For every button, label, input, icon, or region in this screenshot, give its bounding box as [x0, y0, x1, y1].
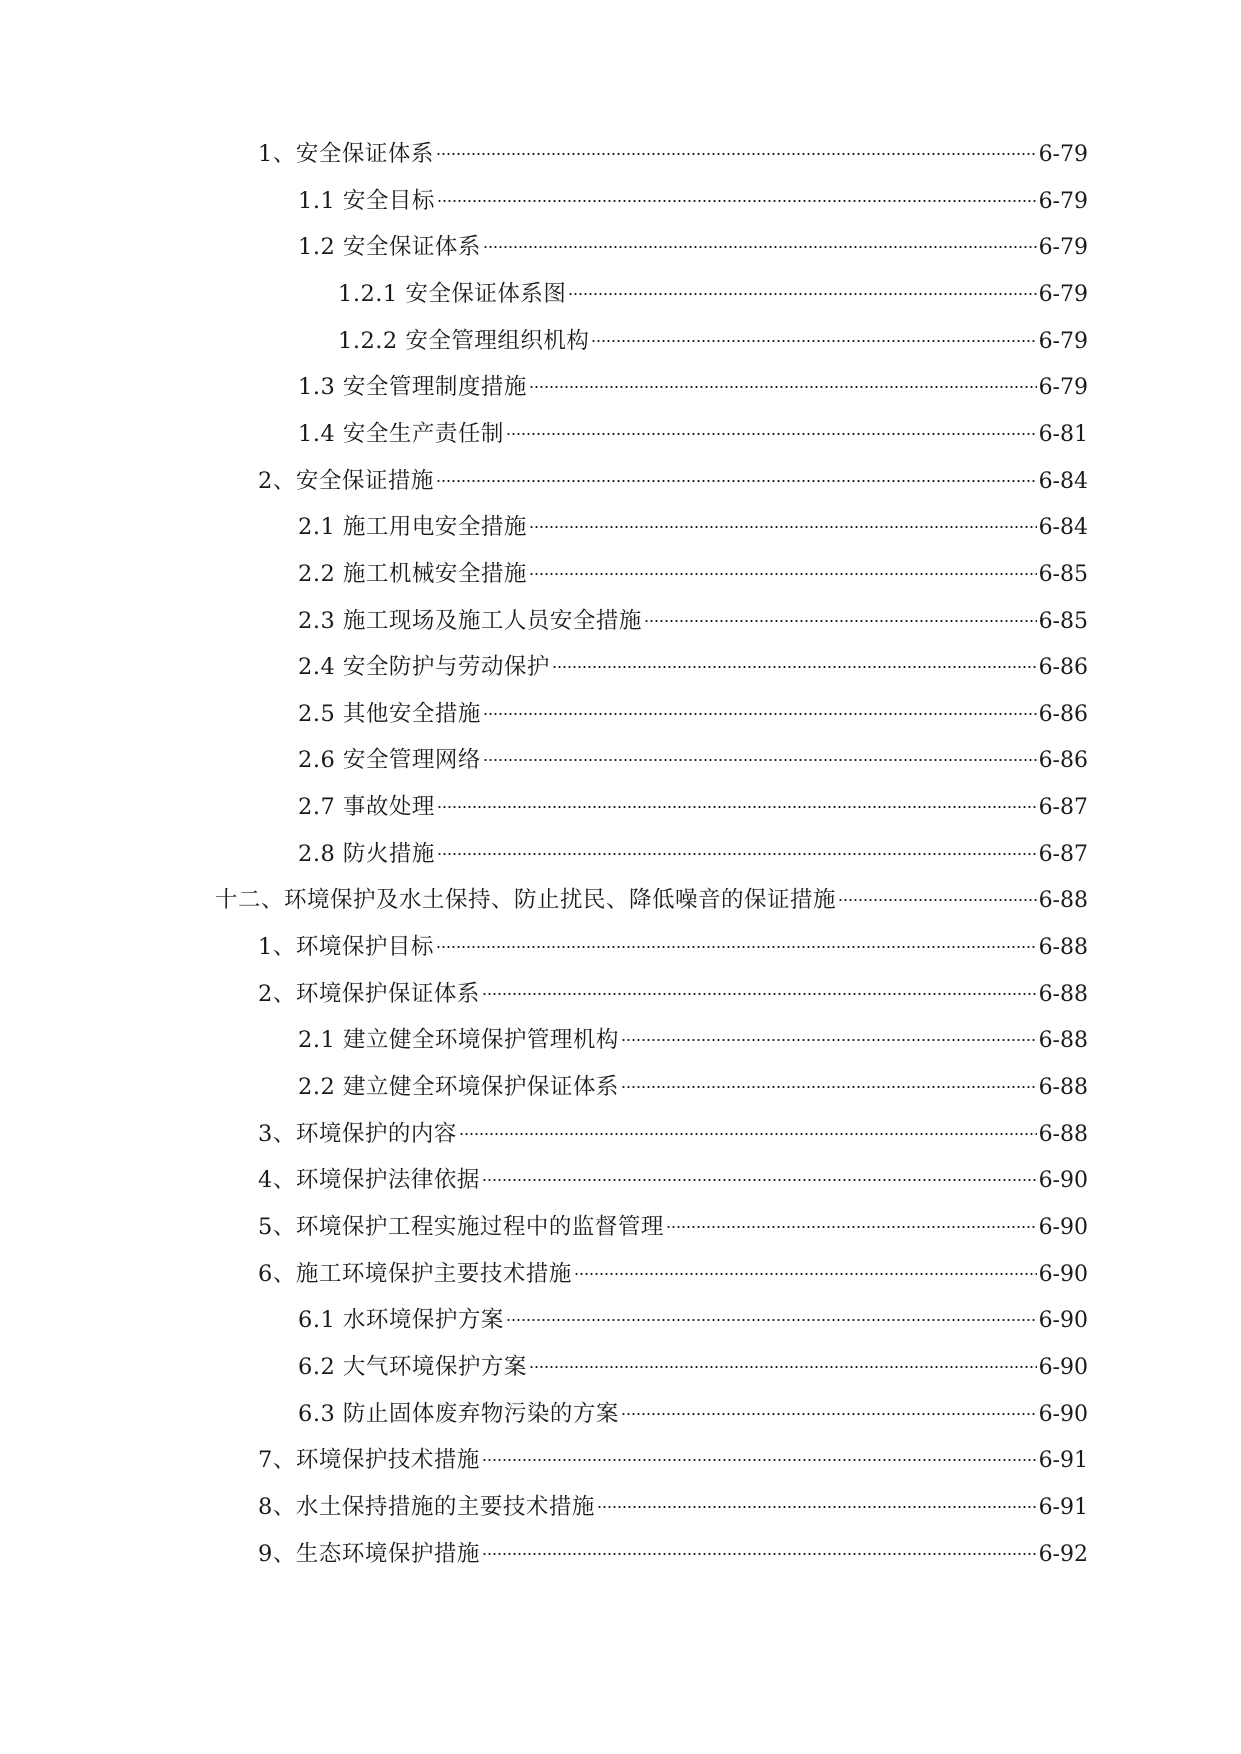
- toc-entry-page-number: 6-90: [1038, 1402, 1088, 1427]
- toc-entry[interactable]: [338, 321, 1088, 361]
- toc-entry-label: 2.1 施工用电安全措施: [298, 514, 527, 540]
- dot-leader: [529, 385, 1037, 389]
- toc-entry-page-number: 6-84: [1038, 515, 1088, 540]
- toc-entry[interactable]: [258, 134, 1088, 174]
- dot-leader: [436, 945, 1037, 949]
- dot-leader: [621, 1412, 1037, 1416]
- toc-entry[interactable]: [298, 787, 1088, 827]
- dot-leader: [666, 1225, 1037, 1229]
- toc-entry-page-number: 6-92: [1038, 1542, 1088, 1567]
- dot-leader: [529, 572, 1037, 576]
- toc-entry-label: 2.5 其他安全措施: [298, 701, 481, 727]
- dot-leader: [437, 199, 1037, 203]
- toc-entry-label: 2.8 防火措施: [298, 841, 435, 867]
- toc-entry-page-number: 6-85: [1038, 562, 1088, 587]
- dot-leader: [483, 245, 1037, 249]
- toc-entry-label: 2、安全保证措施: [258, 468, 434, 494]
- dot-leader: [506, 1318, 1037, 1322]
- toc-entry[interactable]: [298, 1300, 1088, 1340]
- toc-entry-page-number: 6-79: [1038, 189, 1088, 214]
- toc-entry-page-number: 6-88: [1038, 1122, 1088, 1147]
- toc-entry-label: 1.2.1 安全保证体系图: [338, 281, 567, 307]
- toc-entry[interactable]: [298, 1394, 1088, 1434]
- toc-entry-label: 1.3 安全管理制度措施: [298, 374, 527, 400]
- toc-entry-label: 1.4 安全生产责任制: [298, 421, 504, 447]
- toc-entry[interactable]: [298, 507, 1088, 547]
- toc-entry[interactable]: [298, 414, 1088, 454]
- toc-entry-page-number: 6-81: [1038, 422, 1088, 447]
- dot-leader: [482, 1552, 1037, 1556]
- toc-entry[interactable]: [258, 1440, 1088, 1480]
- toc-entry-label: 6、施工环境保护主要技术措施: [258, 1261, 572, 1287]
- dot-leader: [621, 1038, 1037, 1042]
- dot-leader: [838, 898, 1037, 902]
- toc-entry-page-number: 6-88: [1038, 1075, 1088, 1100]
- toc-entry-label: 6.2 大气环境保护方案: [298, 1354, 527, 1380]
- toc-entry[interactable]: [338, 274, 1088, 314]
- toc-entry-page-number: 6-79: [1038, 142, 1088, 167]
- toc-entry-page-number: 6-79: [1038, 375, 1088, 400]
- dot-leader: [591, 339, 1036, 343]
- toc-entry-label: 7、环境保护技术措施: [258, 1447, 480, 1473]
- toc-entry-page-number: 6-87: [1038, 842, 1088, 867]
- toc-entry[interactable]: [258, 461, 1088, 501]
- toc-entry[interactable]: [298, 647, 1088, 687]
- dot-leader: [483, 712, 1037, 716]
- toc-entry-label: 8、水土保持措施的主要技术措施: [258, 1494, 595, 1520]
- toc-entry[interactable]: [298, 227, 1088, 267]
- toc-entry-page-number: 6-79: [1038, 235, 1088, 260]
- toc-entry-label: 十二、环境保护及水土保持、防止扰民、降低噪音的保证措施: [215, 887, 837, 913]
- dot-leader: [482, 1178, 1037, 1182]
- toc-entry[interactable]: [258, 1114, 1088, 1154]
- toc-entry-label: 2.2 施工机械安全措施: [298, 561, 527, 587]
- toc-entry[interactable]: [258, 927, 1088, 967]
- dot-leader: [644, 619, 1037, 623]
- toc-entry-label: 2.1 建立健全环境保护管理机构: [298, 1027, 619, 1053]
- toc-entry-label: 2.3 施工现场及施工人员安全措施: [298, 608, 642, 634]
- toc-entry-page-number: 6-91: [1038, 1495, 1088, 1520]
- toc-entry-page-number: 6-90: [1038, 1168, 1088, 1193]
- toc-entry-label: 3、环境保护的内容: [258, 1121, 457, 1147]
- toc-entry[interactable]: [215, 880, 1088, 920]
- toc-entry-label: 2.2 建立健全环境保护保证体系: [298, 1074, 619, 1100]
- toc-entry-page-number: 6-88: [1038, 982, 1088, 1007]
- toc-entry-page-number: 6-90: [1038, 1308, 1088, 1333]
- dot-leader: [529, 525, 1037, 529]
- dot-leader: [529, 1365, 1037, 1369]
- toc-entry-page-number: 6-86: [1038, 748, 1088, 773]
- toc-entry[interactable]: [298, 1020, 1088, 1060]
- dot-leader: [574, 1272, 1037, 1276]
- toc-entry-page-number: 6-86: [1038, 702, 1088, 727]
- toc-entry-page-number: 6-85: [1038, 609, 1088, 634]
- dot-leader: [437, 805, 1037, 809]
- toc-entry-page-number: 6-79: [1038, 282, 1088, 307]
- toc-entry-label: 9、生态环境保护措施: [258, 1541, 480, 1567]
- toc-entry-page-number: 6-88: [1038, 935, 1088, 960]
- dot-leader: [482, 1458, 1037, 1462]
- toc-entry-label: 6.3 防止固体废弃物污染的方案: [298, 1401, 619, 1427]
- toc-entry-label: 2.7 事故处理: [298, 794, 435, 820]
- dot-leader: [597, 1505, 1037, 1509]
- dot-leader: [436, 152, 1037, 156]
- toc-entry[interactable]: [298, 1067, 1088, 1107]
- dot-leader: [621, 1085, 1037, 1089]
- toc-entry[interactable]: [258, 1207, 1088, 1247]
- toc-entry-label: 1.2.2 安全管理组织机构: [338, 328, 590, 354]
- dot-leader: [568, 292, 1036, 296]
- toc-entry-page-number: 6-79: [1038, 329, 1088, 354]
- toc-entry-label: 2.4 安全防护与劳动保护: [298, 654, 550, 680]
- toc-entry-label: 2、环境保护保证体系: [258, 981, 480, 1007]
- toc-entry[interactable]: [298, 554, 1088, 594]
- dot-leader: [552, 665, 1037, 669]
- toc-entry[interactable]: [258, 1160, 1088, 1200]
- toc-entry[interactable]: [298, 367, 1088, 407]
- toc-entry-page-number: 6-87: [1038, 795, 1088, 820]
- toc-entry[interactable]: [258, 1534, 1088, 1574]
- toc-entry-page-number: 6-84: [1038, 469, 1088, 494]
- toc-entry[interactable]: [258, 1254, 1088, 1294]
- toc-entry[interactable]: [298, 694, 1088, 734]
- toc-entry[interactable]: [298, 601, 1088, 641]
- toc-entry-label: 4、环境保护法律依据: [258, 1167, 480, 1193]
- toc-entry[interactable]: [298, 740, 1088, 780]
- toc-entry-page-number: 6-86: [1038, 655, 1088, 680]
- toc-entry-page-number: 6-90: [1038, 1355, 1088, 1380]
- toc-entry-label: 1.2 安全保证体系: [298, 234, 481, 260]
- dot-leader: [437, 852, 1037, 856]
- toc-entry-page-number: 6-88: [1038, 888, 1088, 913]
- toc-entry[interactable]: [258, 974, 1088, 1014]
- toc-entry[interactable]: [298, 181, 1088, 221]
- toc-entry[interactable]: [298, 834, 1088, 874]
- dot-leader: [459, 1132, 1037, 1136]
- toc-entry-label: 5、环境保护工程实施过程中的监督管理: [258, 1214, 664, 1240]
- dot-leader: [506, 432, 1037, 436]
- toc-entry[interactable]: [298, 1347, 1088, 1387]
- toc-entry-label: 6.1 水环境保护方案: [298, 1307, 504, 1333]
- toc-entry[interactable]: [258, 1487, 1088, 1527]
- dot-leader: [482, 992, 1037, 996]
- toc-entry-label: 1.1 安全目标: [298, 188, 435, 214]
- dot-leader: [436, 479, 1037, 483]
- toc-entry-page-number: 6-91: [1038, 1448, 1088, 1473]
- toc-entry-label: 1、环境保护目标: [258, 934, 434, 960]
- dot-leader: [483, 758, 1037, 762]
- toc-entry-page-number: 6-88: [1038, 1028, 1088, 1053]
- toc-entry-page-number: 6-90: [1038, 1262, 1088, 1287]
- toc-entry-label: 1、安全保证体系: [258, 141, 434, 167]
- toc-entry-label: 2.6 安全管理网络: [298, 747, 481, 773]
- toc-entry-page-number: 6-90: [1038, 1215, 1088, 1240]
